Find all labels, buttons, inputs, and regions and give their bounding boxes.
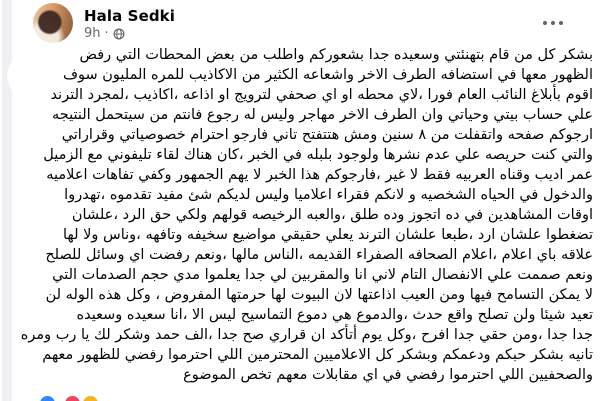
post-text-line: علي حساب بيتي وحياتي وان الطرف الاخر مهاجر وليس له رجوع فانتم من سيتحمل النتيجه xyxy=(51,107,593,123)
post-text xyxy=(14,45,593,387)
post-text-line: اقوم بأبلاغ النائب العام فورا ،لاي محطه او اي صحفي لترويج او اذاعه ،اكاذيب ،لمجرد الترند xyxy=(50,87,593,103)
author-name[interactable]: Hala Sedki xyxy=(84,7,175,25)
post-text-line: لا يمكن التسامح فيها ومن العيب اذاعتها لان البيوت لها حرمتها المفروض ، وكل هذه الوله لن xyxy=(45,287,593,303)
post-text-line: تعيد شيئا ولن تصلح واقع حدث ،والدموع هي دموع التماسيح ليس الا ،انا سعيده وسعيده xyxy=(76,307,593,323)
reaction-summary[interactable] xyxy=(0,394,200,401)
haha-reaction-icon[interactable] xyxy=(83,396,98,401)
post-text-line: والدخول في الحياه الشخصيه و لانكم فقراء اعلاميا وليس لديكم شئ مفيد تقدموه ،تهدروا xyxy=(64,187,593,203)
post-header xyxy=(0,0,602,44)
post-text-line: والتي كنت حريصه علي عدم نشرها ولوجود بلبله في الخبر ،كان هناك لقاء تليفوني مع الزميل xyxy=(43,147,593,163)
post-text-line: ونعم صممت علي الانفصال التام لاني انا والمقربين لي جدا يعلموا مدي حجم الصدمات التي xyxy=(52,267,593,283)
post-text-line: تضغطوا علشان ارد ،طبعا علشان الترند يعلي حقيقي مواضيع سخيفه وتافهه ،وناس ولا لها xyxy=(63,227,593,243)
post-meta xyxy=(84,26,125,41)
dot-icon xyxy=(559,21,563,25)
post-text-line: جدا جدا ،ومن حقي جدا افرح ،وكل يوم أتأكد ان قراري صح جدا ،الف حمد وشكر لك يا رب ومره xyxy=(20,327,593,343)
love-reaction-icon[interactable] xyxy=(65,396,80,401)
post-text-line: تانيه بشكر حبكم ودعمكم وبشكر كل الاعلاميين المحترمين اللي احترموا رفضي للظهور معهم xyxy=(42,347,593,363)
post-text-line: ارجوكم صفحه واتقفلت من ٨ سنين ومش هتتفتح تاني فارجو احترام خصوصياتي وقراراتي xyxy=(61,127,593,143)
post-text-line: اوقات المشاهدين في ده اتجوز وده طلق ،والعبه الرخيصه قولهم ولكي حق الرد ،علشان xyxy=(71,207,593,223)
like-reaction-icon[interactable] xyxy=(40,396,55,401)
dot-icon xyxy=(543,21,547,25)
post-text-line: والصحفيين اللي احترموا رفضي في اي مقابلات معهم تخص الموضوع xyxy=(183,367,593,383)
timestamp[interactable]: 9h xyxy=(84,26,101,41)
post-text-line: عمر اديب وقناه العربيه فقط لا غير ،فارجوكم هذا الخبر لا يهم الجمهور وكفي تفاهات اعلاميه xyxy=(46,167,593,183)
dot-icon xyxy=(551,21,555,25)
post-text-line: علاقه باي اعلام ،اعلام الصحافه الصفراء القديمه ،الناس مالها ،ونعم رفضت اي وسائل للصلح xyxy=(45,247,593,263)
post-options-button[interactable] xyxy=(537,13,569,33)
post-text-line: الظهور معها في استضافه الطرف الاخر واشعاعه الكثير من الاكاذيب للمره المليون سوف xyxy=(63,67,593,83)
avatar[interactable] xyxy=(33,3,73,43)
meta-separator: · xyxy=(104,26,109,41)
post-text-line: بشكر كل من قام بتهنئتي وسعيده جدا بشعوركم واطلب من بعض المحطات التي رفض xyxy=(79,47,593,63)
globe-icon xyxy=(113,28,125,40)
scrollbar-track[interactable] xyxy=(2,0,12,401)
